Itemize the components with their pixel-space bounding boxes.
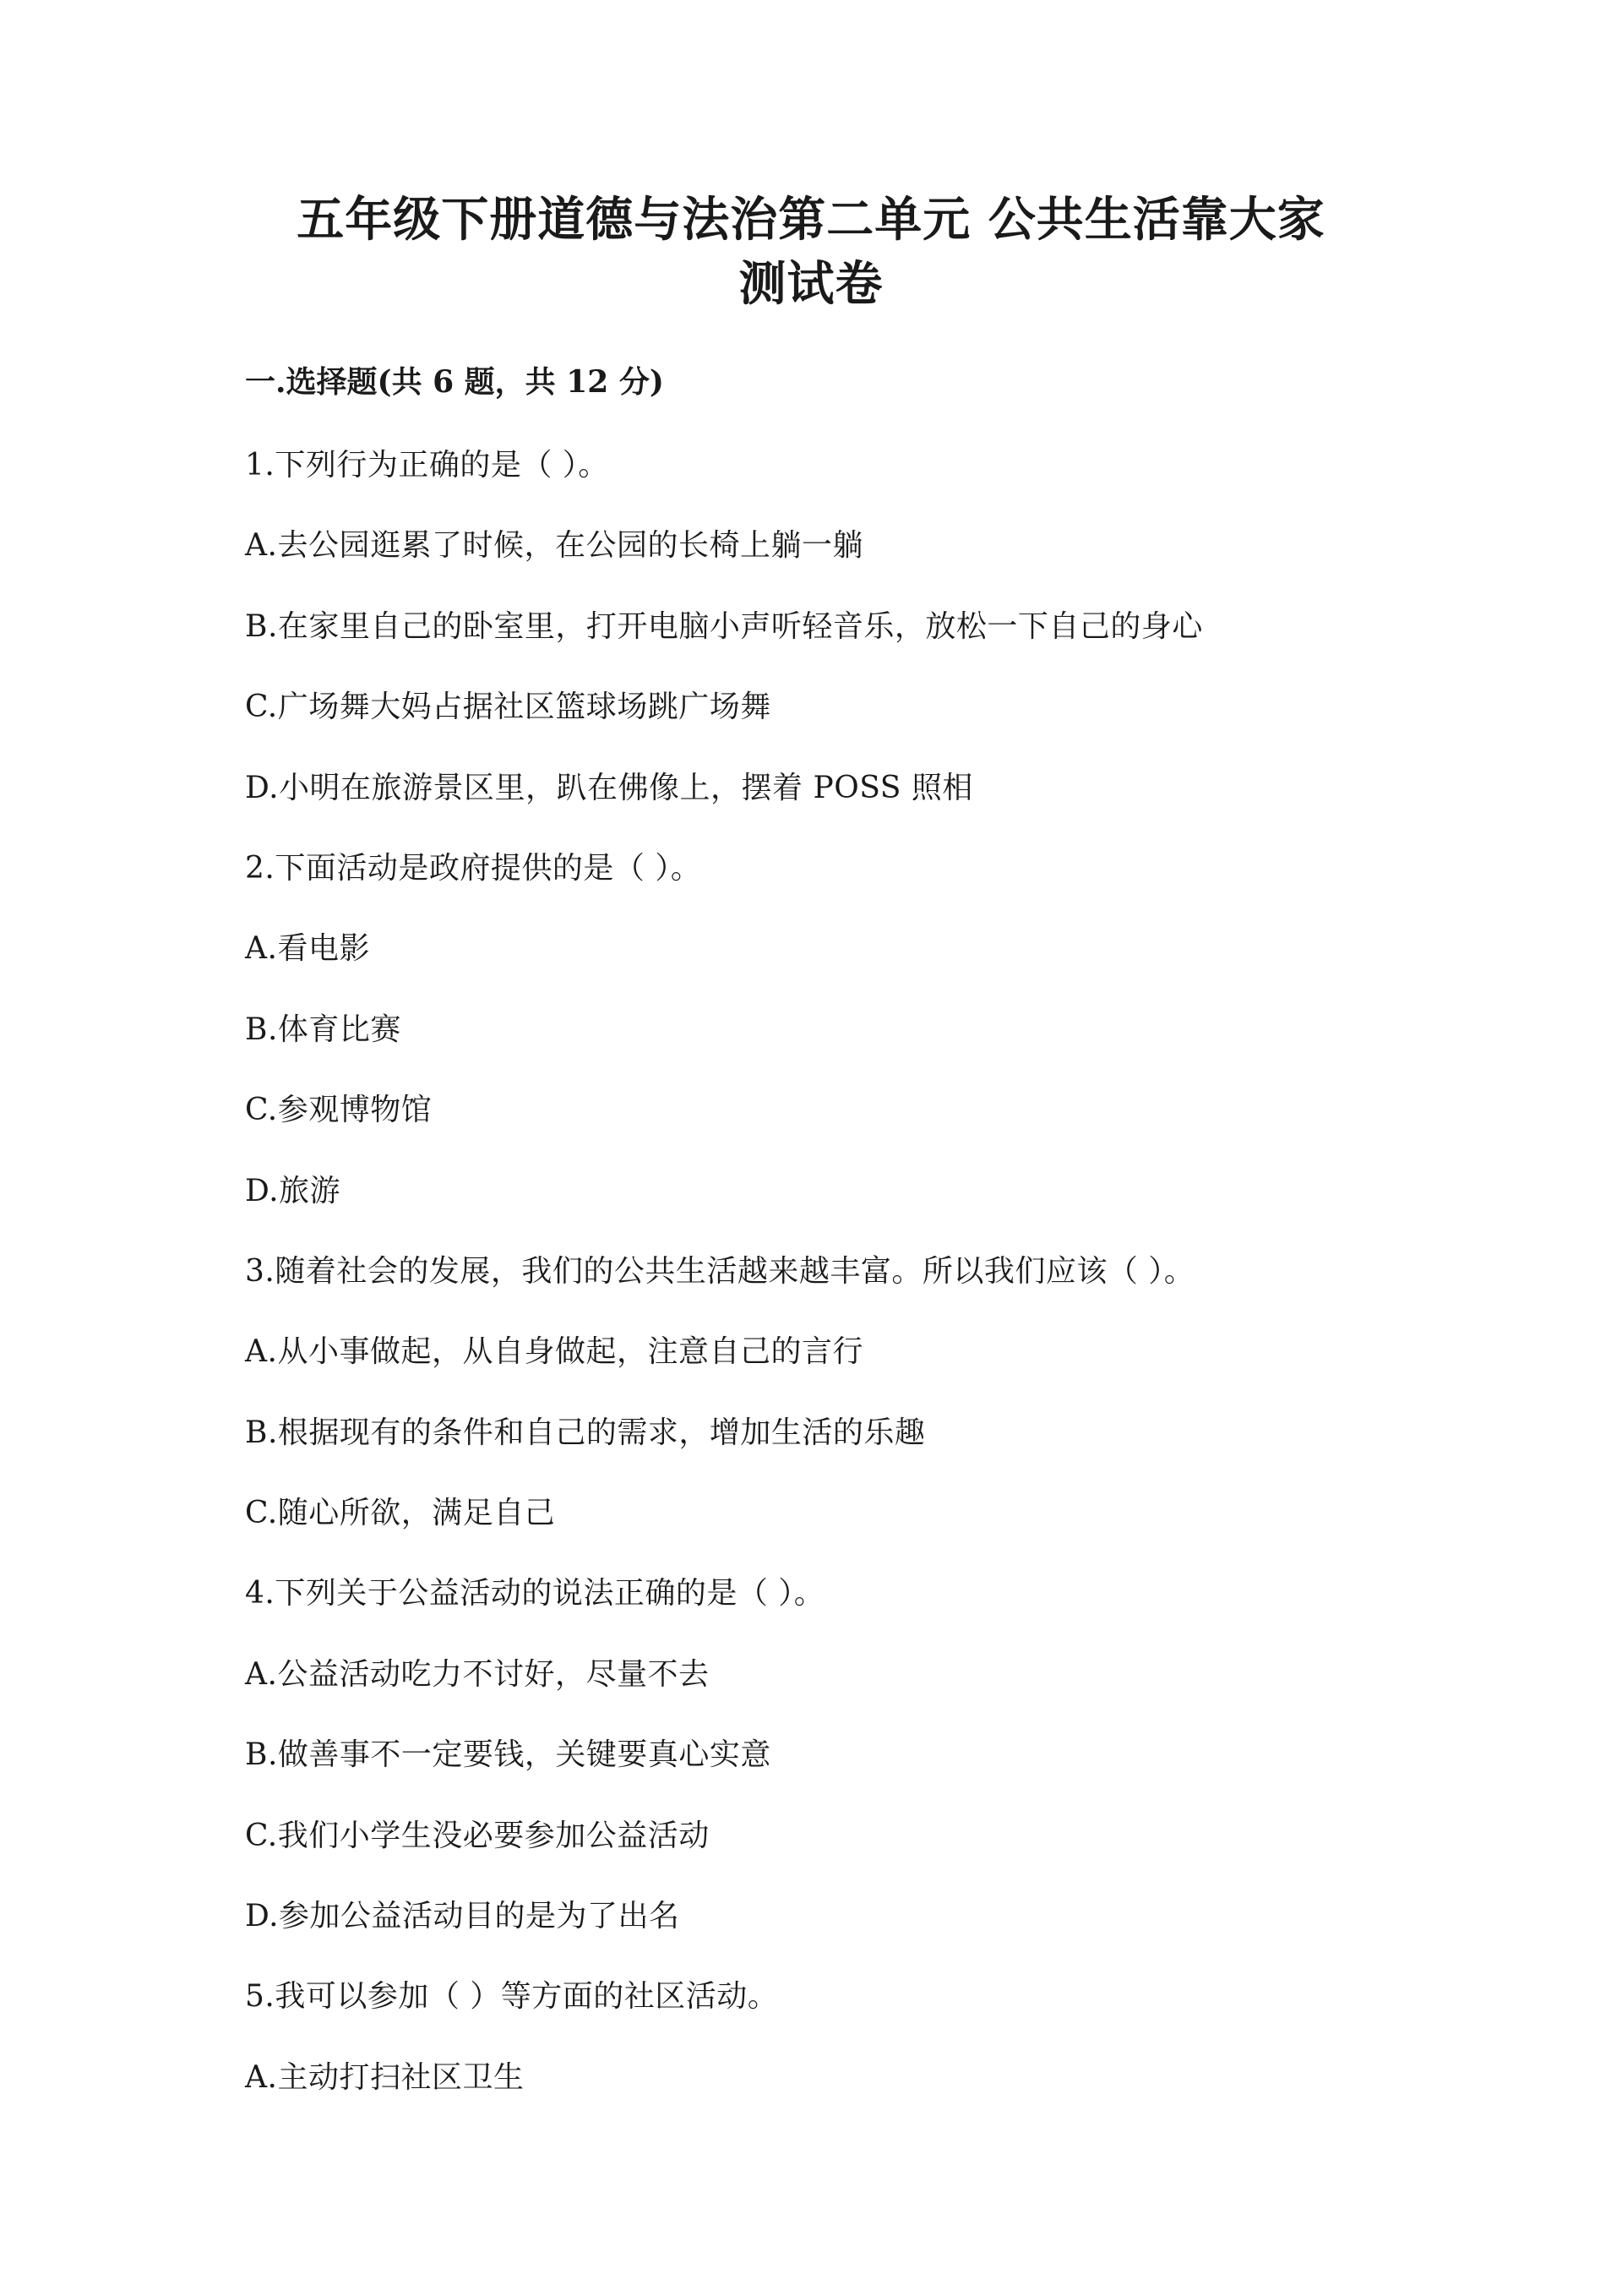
page-title xyxy=(0,188,1622,316)
question-5-option-a: A.主动打扫社区卫生 xyxy=(245,2059,525,2095)
question-4-option-b: B.做善事不一定要钱，关键要真心实意 xyxy=(245,1737,771,1773)
question-3-option-a: A.从小事做起，从自身做起，注意自己的言行 xyxy=(245,1334,863,1370)
question-5-stem: 5.我可以参加（ ）等方面的社区活动。 xyxy=(245,1979,779,2015)
title-line-2: 测试卷 xyxy=(738,256,884,312)
question-1-option-d: D.小明在旅游景区里，趴在佛像上，摆着 POSS 照相 xyxy=(245,770,973,805)
question-3-option-c: C.随心所欲，满足自己 xyxy=(245,1496,556,1531)
question-4-stem: 4.下列关于公益活动的说法正确的是（ ）。 xyxy=(245,1576,825,1612)
question-4-option-c: C.我们小学生没必要参加公益活动 xyxy=(245,1818,710,1853)
question-1-option-b: B.在家里自己的卧室里，打开电脑小声听轻音乐，放松一下自己的身心 xyxy=(245,608,1203,644)
question-3-stem: 3.随着社会的发展，我们的公共生活越来越丰富。所以我们应该（ ）。 xyxy=(245,1253,1195,1289)
question-2-option-a: A.看电影 xyxy=(245,931,370,967)
question-2-stem: 2.下面活动是政府提供的是（ ）。 xyxy=(245,850,702,886)
question-3-option-b: B.根据现有的条件和自己的需求，增加生活的乐趣 xyxy=(245,1415,926,1450)
question-4-option-a: A.公益活动吃力不讨好，尽量不去 xyxy=(245,1656,710,1692)
question-4-option-d: D.参加公益活动目的是为了出名 xyxy=(245,1899,680,1934)
question-1-option-a: A.去公园逛累了时候，在公园的长椅上躺一躺 xyxy=(245,528,863,564)
question-list xyxy=(245,445,1428,2138)
section-heading: 一.选择题(共 6 题，共 12 分) xyxy=(245,364,664,400)
title-line-1: 五年级下册道德与法治第二单元 公共生活靠大家 xyxy=(297,192,1325,248)
question-2-option-d: D.旅游 xyxy=(245,1173,341,1208)
question-1-stem: 1.下列行为正确的是（ ）。 xyxy=(245,448,609,483)
question-2-option-c: C.参观博物馆 xyxy=(245,1093,433,1128)
question-2-option-b: B.体育比赛 xyxy=(245,1012,401,1047)
question-1-option-c: C.广场舞大妈占据社区篮球场跳广场舞 xyxy=(245,690,771,725)
